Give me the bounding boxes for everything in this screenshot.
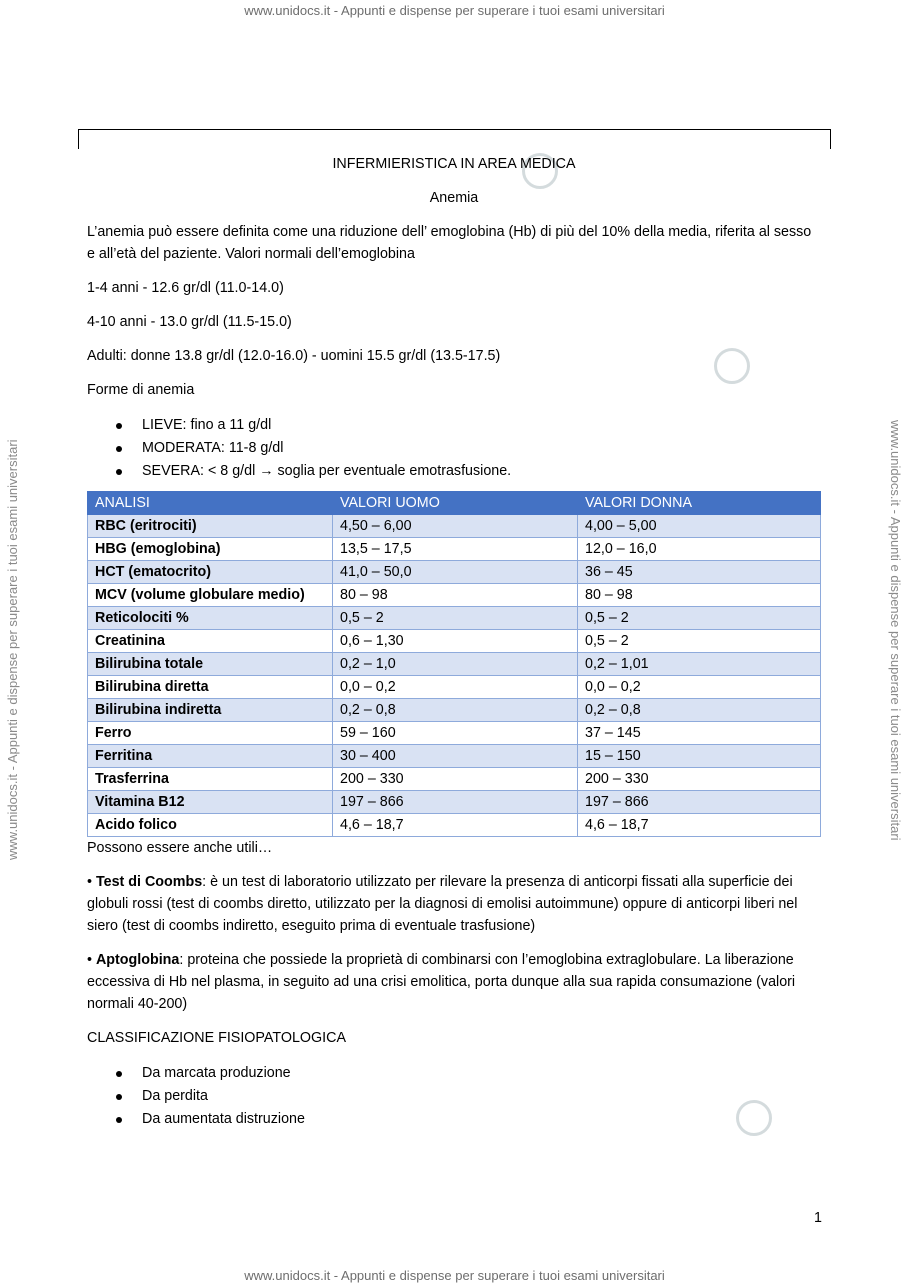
cell-analisi: HBG (emoglobina)	[88, 538, 333, 561]
useful-heading: Possono essere anche utili…	[87, 840, 273, 856]
cell-valori-uomo: 0,2 – 1,0	[333, 653, 578, 676]
aptoglobina-label: Aptoglobina	[95, 952, 180, 968]
coombs-text: : è un test di laboratorio utilizzato per rilevare la presenza di anticorpi fissati alla superficie dei globuli rossi (test di coombs diretto, utilizzato per la diagnosi di emolisi autoimmune) oppure di anticorpi liberi nel siero (test di coombs indiretto, eseguito prima di eventuale trasfusione)	[87, 874, 798, 934]
cell-analisi: MCV (volume globulare medio)	[88, 584, 333, 607]
cell-analisi: Bilirubina totale	[88, 653, 333, 676]
table-row	[88, 791, 821, 814]
table-row	[88, 745, 821, 768]
cell-valori-uomo: 200 – 330	[333, 768, 578, 791]
watermark-left: www.unidocs.it - Appunti e dispense per superare i tuoi esami universitari	[5, 439, 20, 860]
cell-analisi: Acido folico	[88, 814, 333, 837]
cell-valori-donna: 37 – 145	[578, 722, 821, 745]
cell-analisi: Ferritina	[88, 745, 333, 768]
cell-valori-donna: 0,5 – 2	[578, 630, 821, 653]
cell-analisi: RBC (eritrociti)	[88, 515, 333, 538]
table-row	[88, 607, 821, 630]
cell-analisi: Bilirubina diretta	[88, 676, 333, 699]
cell-valori-uomo: 41,0 – 50,0	[333, 561, 578, 584]
table-row	[88, 538, 821, 561]
watermark-bottom: www.unidocs.it - Appunti e dispense per superare i tuoi esami universitari	[244, 1268, 665, 1283]
classification-heading: CLASSIFICAZIONE FISIOPATOLOGICA	[87, 1030, 346, 1046]
cell-analisi: Reticolociti %	[88, 607, 333, 630]
cell-valori-donna: 80 – 98	[578, 584, 821, 607]
lab-values-table	[87, 491, 821, 837]
cell-analisi: Creatinina	[88, 630, 333, 653]
table-row	[88, 561, 821, 584]
cell-valori-donna: 0,2 – 1,01	[578, 653, 821, 676]
aptoglobina-paragraph: • Aptoglobina: proteina che possiede la proprietà di combinarsi con l’emoglobina extraglobulare. La liberazione eccessiva di Hb nel plasma, in seguito ad una crisi emolitica, porta dunque alla sua rapida consumazione (valori normali 40-200)	[87, 952, 796, 1012]
intro-paragraph: L’anemia può essere definita come una riduzione dell’ emoglobina (Hb) di più del 10% della media, riferita al sesso e all’età del paziente. Valori normali dell’emoglobina	[87, 224, 812, 262]
value-line-3: Adulti: donne 13.8 gr/dl (12.0-16.0) - uomini 15.5 gr/dl (13.5-17.5)	[87, 348, 501, 364]
cell-valori-donna: 15 – 150	[578, 745, 821, 768]
header-valori-uomo: VALORI UOMO	[333, 492, 578, 515]
cell-valori-donna: 197 – 866	[578, 791, 821, 814]
cell-valori-uomo: 4,6 – 18,7	[333, 814, 578, 837]
cell-valori-uomo: 59 – 160	[333, 722, 578, 745]
list-item: LIEVE: fino a 11 g/dl	[142, 414, 821, 437]
list-item: Da perdita	[142, 1085, 821, 1108]
value-line-2: 4-10 anni - 13.0 gr/dl (11.5-15.0)	[87, 314, 292, 330]
cell-analisi: Trasferrina	[88, 768, 333, 791]
cell-valori-uomo: 0,5 – 2	[333, 607, 578, 630]
coombs-label: Test di Coombs	[95, 874, 203, 890]
cell-valori-donna: 0,2 – 0,8	[578, 699, 821, 722]
forms-list	[87, 414, 821, 483]
table-row	[88, 722, 821, 745]
table-row	[88, 768, 821, 791]
cell-analisi: Vitamina B12	[88, 791, 333, 814]
page-number: 1	[814, 1210, 822, 1226]
header-analisi: ANALISI	[88, 492, 333, 515]
cell-valori-donna: 0,5 – 2	[578, 607, 821, 630]
table-row	[88, 814, 821, 837]
forms-heading: Forme di anemia	[87, 382, 195, 398]
list-item: Da marcata produzione	[142, 1062, 821, 1085]
cell-analisi: Ferro	[88, 722, 333, 745]
list-item: MODERATA: 11-8 g/dl	[142, 437, 821, 460]
cell-valori-donna: 200 – 330	[578, 768, 821, 791]
header-valori-donna: VALORI DONNA	[578, 492, 821, 515]
cell-valori-donna: 12,0 – 16,0	[578, 538, 821, 561]
cell-analisi: Bilirubina indiretta	[88, 699, 333, 722]
value-line-1: 1-4 anni - 12.6 gr/dl (11.0-14.0)	[87, 280, 284, 296]
table-row	[88, 676, 821, 699]
cell-valori-uomo: 0,0 – 0,2	[333, 676, 578, 699]
table-row	[88, 699, 821, 722]
table-row	[88, 653, 821, 676]
table-body	[88, 515, 821, 837]
page-title: INFERMIERISTICA IN AREA MEDICA	[332, 156, 576, 172]
cell-valori-donna: 4,6 – 18,7	[578, 814, 821, 837]
cell-valori-donna: 36 – 45	[578, 561, 821, 584]
table-header-row	[88, 492, 821, 515]
watermark-right: www.unidocs.it - Appunti e dispense per superare i tuoi esami universitari	[888, 420, 903, 841]
cell-valori-uomo: 197 – 866	[333, 791, 578, 814]
cell-analisi: HCT (ematocrito)	[88, 561, 333, 584]
coombs-paragraph: • Test di Coombs: è un test di laboratorio utilizzato per rilevare la presenza di anticorpi fissati alla superficie dei globuli rossi (test di coombs diretto, utilizzato per la diagnosi di emolisi autoimmune) oppure di anticorpi liberi nel siero (test di coombs indiretto, eseguito prima di eventuale trasfusione)	[87, 874, 798, 934]
cell-valori-uomo: 30 – 400	[333, 745, 578, 768]
cell-valori-uomo: 80 – 98	[333, 584, 578, 607]
header-frame	[78, 129, 831, 149]
list-item: SEVERA: < 8 g/dl → soglia per eventuale emotrasfusione.	[142, 460, 821, 483]
table-row	[88, 584, 821, 607]
aptoglobina-text: : proteina che possiede la proprietà di combinarsi con l’emoglobina extraglobulare. La liberazione eccessiva di Hb nel plasma, in seguito ad una crisi emolitica, porta dunque alla sua rapida consumazione (valori normali 40-200)	[87, 952, 796, 1012]
table-row	[88, 515, 821, 538]
cell-valori-uomo: 13,5 – 17,5	[333, 538, 578, 561]
cell-valori-donna: 0,0 – 0,2	[578, 676, 821, 699]
list-item: Da aumentata distruzione	[142, 1108, 821, 1131]
classification-list	[87, 1062, 821, 1131]
cell-valori-uomo: 0,2 – 0,8	[333, 699, 578, 722]
watermark-top: www.unidocs.it - Appunti e dispense per superare i tuoi esami universitari	[244, 3, 665, 18]
page-subtitle: Anemia	[429, 190, 479, 206]
cell-valori-uomo: 4,50 – 6,00	[333, 515, 578, 538]
cell-valori-uomo: 0,6 – 1,30	[333, 630, 578, 653]
table-row	[88, 630, 821, 653]
page-content	[87, 150, 821, 1131]
cell-valori-donna: 4,00 – 5,00	[578, 515, 821, 538]
